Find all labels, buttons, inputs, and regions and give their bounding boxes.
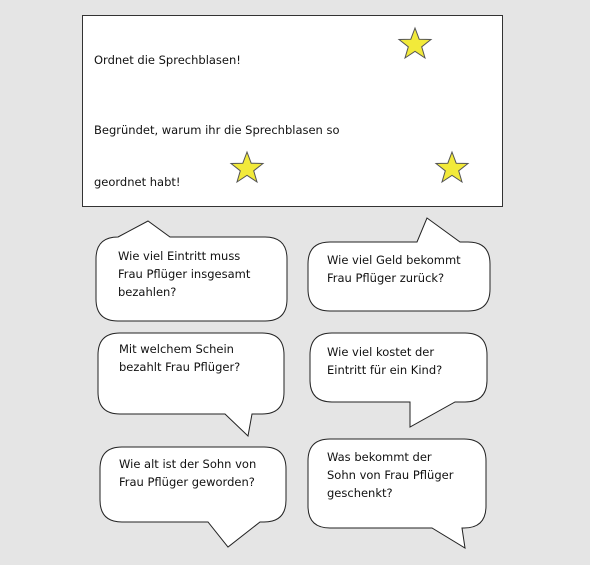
- instruction-line-2: Begründet, warum ihr die Sprechblasen so: [94, 123, 340, 137]
- instruction-line-3: geordnet habt!: [94, 175, 181, 189]
- instruction-line-1: Ordnet die Sprechblasen!: [94, 53, 241, 67]
- speech-bubble-5-text: Wie alt ist der Sohn von Frau Pflüger geworden?: [119, 457, 257, 489]
- speech-bubble-6-text: Was bekommt der Sohn von Frau Pflüger geschenkt?: [327, 450, 454, 500]
- speech-bubble-3-text: Mit welchem Schein bezahlt Frau Pflüger?: [119, 342, 241, 374]
- speech-bubble-2-text: Wie viel Geld bekommt Frau Pflüger zurück?: [327, 253, 461, 285]
- speech-bubble-1-text: Wie viel Eintritt muss Frau Pflüger insgesamt bezahlen?: [118, 249, 251, 299]
- speech-bubble-4-text: Wie viel kostet der Eintritt für ein Kind?: [327, 345, 443, 377]
